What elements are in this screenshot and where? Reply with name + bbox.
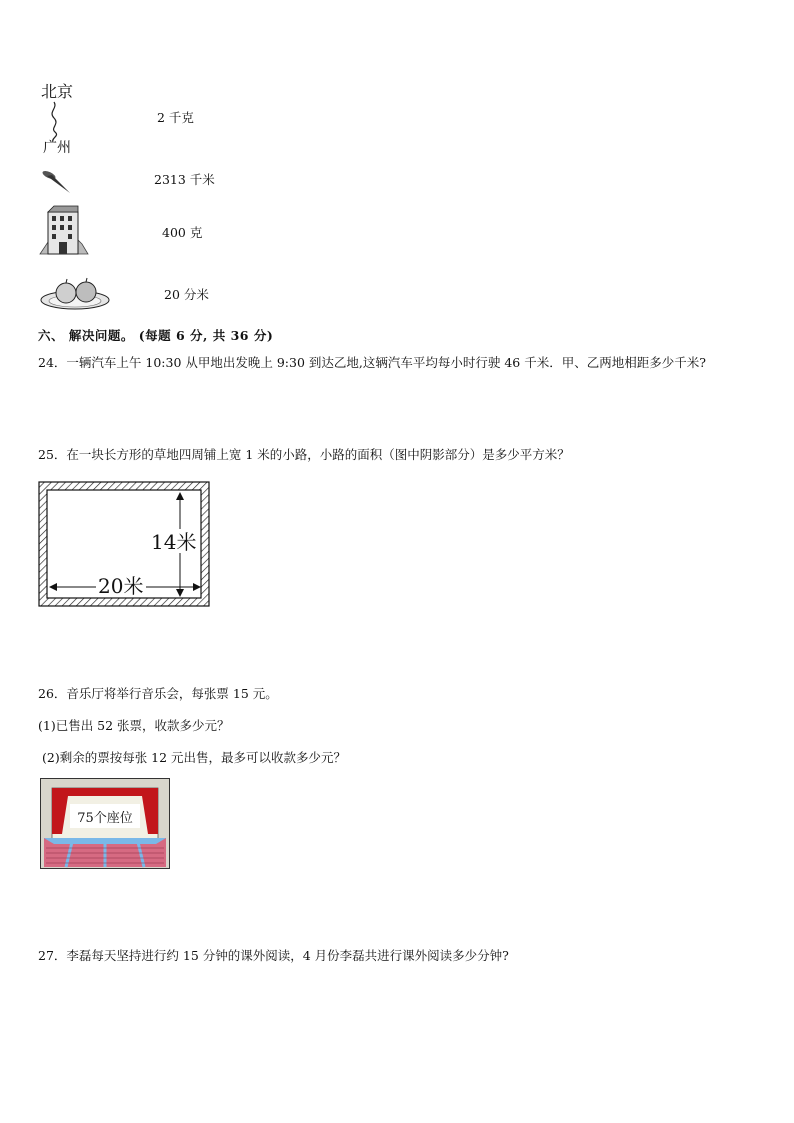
map-beijing-guangzhou (40, 80, 90, 156)
question-26-part-1: (1)已售出 52 张票，收款多少元？ (38, 718, 230, 733)
garden-width-label: 20米 (98, 574, 144, 598)
map-label-guangzhou: 广州 (43, 140, 71, 156)
building-icon (38, 202, 90, 258)
map-label-beijing: 北京 (41, 82, 74, 101)
nail-icon (40, 167, 74, 195)
value-400g: 400 克 (162, 225, 203, 240)
section-title: 六、 解决问题。 (每题 6 分, 共 36 分) (38, 328, 274, 343)
apples-plate-icon (38, 275, 112, 311)
value-2kg: 2 千克 (157, 110, 194, 125)
question-27: 27．李磊每天坚持进行约 15 分钟的课外阅读，4 月份李磊共进行课外阅读多少分钟? (38, 948, 509, 963)
question-25: 25．在一块长方形的草地四周铺上宽 1 米的小路，小路的面积（图中阴影部分）是多少平方米？ (38, 447, 570, 462)
garden-height-label: 14米 (151, 530, 197, 554)
value-20dm: 20 分米 (164, 287, 209, 302)
question-24: 24．一辆汽车上午 10:30 从甲地出发晚上 9:30 到达乙地,这辆汽车平均每小时行驶 46 千米．甲、乙两地相距多少千米? (38, 355, 706, 370)
garden-figure (38, 481, 210, 607)
concert-hall-figure (40, 778, 170, 869)
question-26: 26．音乐厅将举行音乐会，每张票 15 元。 (38, 686, 278, 701)
route-line (52, 102, 57, 142)
hall-seats-label: 75个座位 (77, 811, 133, 826)
question-26-part-2: (2)剩余的票按每张 12 元出售，最多可以收款多少元？ (42, 750, 347, 765)
value-2313km: 2313 千米 (154, 172, 215, 187)
